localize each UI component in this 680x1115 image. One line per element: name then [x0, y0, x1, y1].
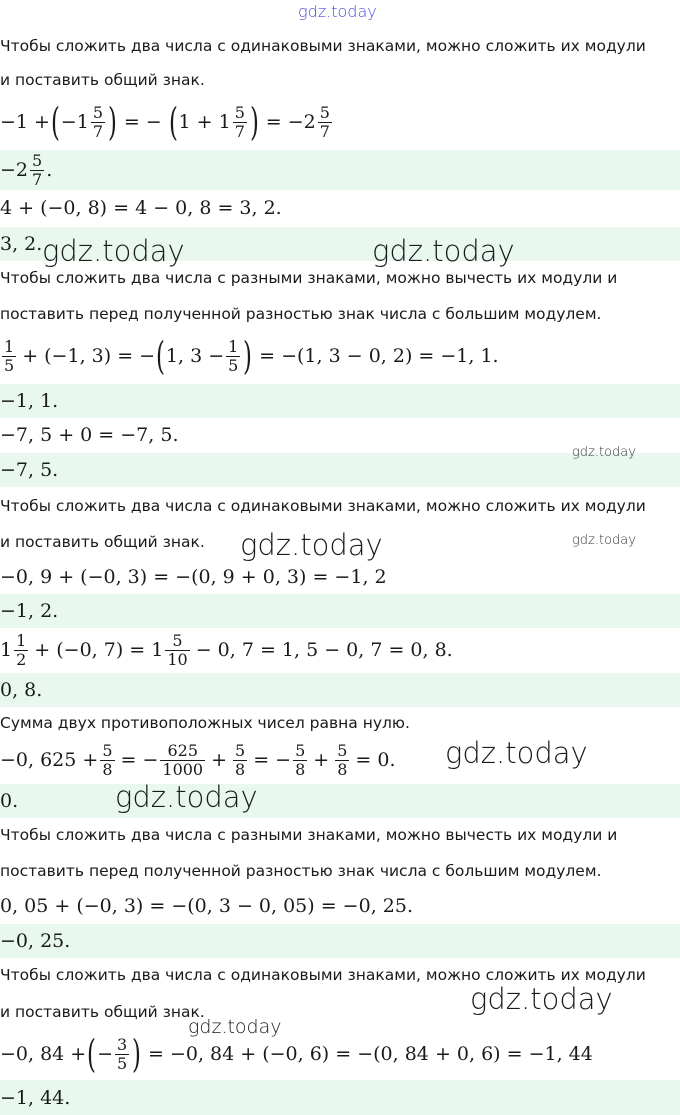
denominator: 5: [228, 355, 239, 375]
eq7-part-c: +: [211, 749, 228, 771]
paren-open: (: [156, 334, 165, 378]
watermark: gdz.today: [445, 736, 588, 770]
fraction: [160, 742, 205, 779]
answer-3: −1, 1.: [0, 390, 59, 412]
equation-2: 4 + (−0, 8) = 4 − 0, 8 = 3, 2.: [0, 197, 282, 219]
rule-same-sign-line2: и поставить общий знак.: [0, 533, 205, 551]
fraction: [14, 632, 28, 669]
answer-band: [0, 1080, 680, 1115]
fraction: [100, 742, 114, 779]
answer-band: [0, 594, 680, 628]
paren-open: (: [50, 100, 60, 144]
denominator: 7: [234, 121, 245, 141]
answer-band: [0, 924, 680, 958]
paren-open: (: [87, 1032, 97, 1076]
fraction: [2, 338, 16, 375]
rule-same-sign-line2: и поставить общий знак.: [0, 1003, 205, 1021]
denominator: 10: [167, 649, 188, 669]
rule-opposite: Сумма двух противоположных чисел равна нулю.: [0, 714, 410, 732]
eq7-part-g: = 0.: [355, 749, 396, 771]
watermark-top: gdz.today: [298, 2, 377, 21]
equation-3: [0, 332, 499, 380]
ans1-period: .: [46, 159, 53, 181]
watermark: gdz.today: [42, 234, 185, 268]
answer-5: −1, 2.: [0, 600, 59, 622]
ans1-part-a: −2: [0, 159, 29, 181]
numerator: 5: [337, 740, 348, 760]
eq3-part-a: + (−1, 3) = −: [22, 345, 156, 367]
equation-4: −7, 5 + 0 = −7, 5.: [0, 424, 179, 446]
equation-5: −0, 9 + (−0, 3) = −(0, 9 + 0, 3) = −1, 2: [0, 566, 387, 588]
answer-band: [0, 673, 680, 707]
eq7-part-e: = −: [253, 749, 292, 771]
denominator: 8: [235, 759, 246, 779]
equation-9: [0, 1030, 593, 1078]
fraction: [318, 104, 332, 141]
fraction: [233, 104, 247, 141]
eq7-part-f: +: [313, 749, 330, 771]
paren-open: (: [168, 100, 178, 144]
numerator: 5: [92, 102, 103, 122]
eq1-part-f: = −2: [265, 111, 316, 133]
answer-band: [0, 784, 680, 818]
watermark: gdz.today: [572, 533, 636, 548]
denominator: 8: [295, 759, 306, 779]
answer-band: [0, 150, 680, 190]
eq6-part-a: 1: [0, 639, 13, 661]
eq3-part-c: = −(1, 3 − 0, 2) = −1, 1.: [259, 345, 499, 367]
rule-diff-sign-line1: Чтобы сложить два числа с разными знаками, можно вычесть их модули и: [0, 269, 618, 287]
equation-8: 0, 05 + (−0, 3) = −(0, 3 − 0, 05) = −0, 25.: [0, 895, 413, 917]
numerator: 1: [16, 630, 27, 650]
eq6-part-c: − 0, 7 = 1, 5 − 0, 7 = 0, 8.: [195, 639, 453, 661]
eq1-part-c: = −: [123, 111, 162, 133]
paren-close: ): [132, 1032, 142, 1076]
rule-same-sign-line2: и поставить общий знак.: [0, 71, 205, 89]
eq1-part-a: −1 +: [0, 111, 50, 133]
answer-2: 3, 2.: [0, 233, 43, 255]
answer-4: −7, 5.: [0, 459, 59, 481]
answer-1: [0, 150, 52, 190]
fraction: [226, 338, 240, 375]
eq1-part-b: −1: [60, 111, 89, 133]
answer-6: 0, 8.: [0, 679, 43, 701]
fraction: [293, 742, 307, 779]
eq3-part-b: 1, 3 −: [165, 345, 225, 367]
eq7-part-a: −0, 625 +: [0, 749, 99, 771]
numerator: 3: [116, 1034, 128, 1054]
eq9-part-c: = −0, 84 + (−0, 6) = −(0, 84 + 0, 6) = −1, 44: [148, 1043, 593, 1065]
answer-band: [0, 384, 680, 418]
eq1-part-e: 1 + 1: [178, 111, 231, 133]
numerator: 5: [235, 740, 246, 760]
paren-close: ): [243, 334, 253, 378]
rule-same-sign-line1: Чтобы сложить два числа с одинаковыми знаками, можно сложить их модули: [0, 37, 646, 55]
watermark: gdz.today: [470, 982, 613, 1016]
rule-diff-sign-line2: поставить перед полученной разностью знак числа с большим модулем.: [0, 305, 602, 323]
denominator: 7: [32, 169, 43, 189]
denominator: 8: [102, 759, 113, 779]
paren-close: ): [249, 100, 259, 144]
equation-7: [0, 738, 396, 782]
eq6-part-b: + (−0, 7) = 1: [34, 639, 164, 661]
watermark: gdz.today: [572, 445, 636, 460]
eq9-part-a: −0, 84 +: [0, 1043, 87, 1065]
numerator: 5: [32, 150, 43, 170]
numerator: 5: [172, 630, 183, 650]
watermark: gdz.today: [188, 1016, 282, 1038]
equation-1: [0, 98, 334, 146]
denominator: 5: [4, 355, 15, 375]
numerator: 5: [102, 740, 113, 760]
eq9-part-b: −: [97, 1043, 113, 1065]
numerator: 5: [295, 740, 306, 760]
numerator: 1: [4, 336, 15, 356]
denominator: 1000: [162, 759, 204, 779]
denominator: 8: [337, 759, 348, 779]
fraction: [91, 104, 105, 141]
fraction: [30, 152, 44, 189]
watermark: gdz.today: [240, 528, 383, 562]
fraction: [115, 1036, 129, 1073]
numerator: 5: [234, 102, 245, 122]
numerator: 5: [319, 102, 330, 122]
denominator: 7: [319, 121, 330, 141]
fraction: [233, 742, 247, 779]
answer-7: 0.: [0, 790, 19, 812]
paren-close: ): [107, 100, 117, 144]
denominator: 2: [16, 649, 27, 669]
rule-same-sign-line1: Чтобы сложить два числа с одинаковыми знаками, можно сложить их модули: [0, 966, 646, 984]
eq7-part-b: = −: [120, 749, 159, 771]
answer-9: −1, 44.: [0, 1086, 71, 1109]
denominator: 5: [116, 1053, 128, 1073]
fraction: [335, 742, 349, 779]
answer-8: −0, 25.: [0, 930, 71, 952]
rule-same-sign-line1: Чтобы сложить два числа с одинаковыми знаками, можно сложить их модули: [0, 497, 646, 515]
rule-diff-sign-line2: поставить перед полученной разностью знак числа с большим модулем.: [0, 862, 602, 880]
numerator: 1: [228, 336, 239, 356]
rule-diff-sign-line1: Чтобы сложить два числа с разными знаками, можно вычесть их модули и: [0, 826, 618, 844]
watermark: gdz.today: [372, 234, 515, 268]
denominator: 7: [92, 121, 103, 141]
watermark: gdz.today: [115, 780, 258, 814]
numerator: 625: [167, 740, 199, 760]
fraction: [165, 632, 189, 669]
equation-6: [0, 628, 453, 672]
